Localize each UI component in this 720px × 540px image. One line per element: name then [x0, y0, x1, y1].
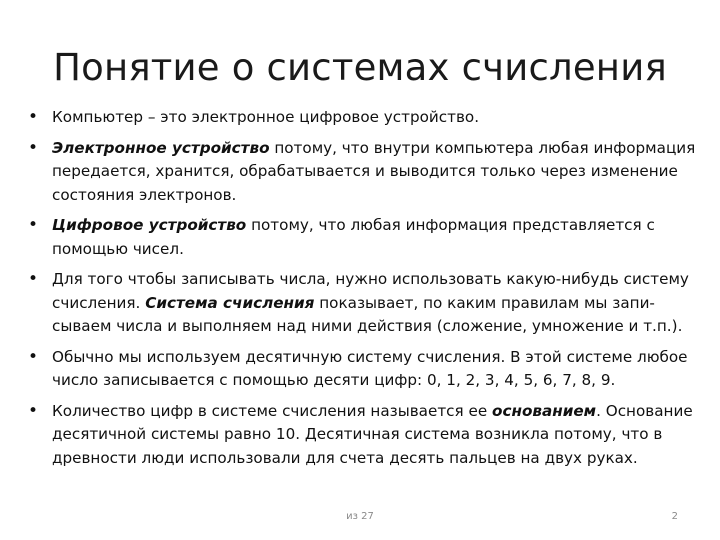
bullet-text: Обычно мы используем десятичную систему счисления. В этой системе любое число записывается с помощью десяти цифр: 0, 1, 2, 3, 4, 5, 6, 7, 8, 9. — [52, 347, 688, 389]
bullet-item — [28, 346, 700, 393]
page-number: 2 — [671, 511, 678, 522]
bullet-text-lead: Для того чтобы записывать числа, нужно использовать какую-нибудь систему счисления. — [52, 270, 689, 312]
bullet-list — [28, 106, 700, 477]
slide-title: Понятие о системах счисления — [53, 46, 667, 89]
bullet-emphasis: основанием — [492, 401, 597, 420]
bullet-emphasis: Цифровое устройство — [52, 216, 247, 234]
bullet-text: . Основание десятичной системы равно 10. Десятичная система возникла потому, что в древности люди использовали для счета десять пальцев на двух руках. — [52, 401, 693, 467]
bullet-text: потому, что любая информация представляется с помощью чисел. — [52, 216, 655, 258]
bullet-text: потому, что внутри компьютера любая информация передается, хранится, обрабатывается и выводится только через изменение состояния электронов. — [52, 138, 696, 204]
bullet-text-lead: Количество цифр в системе счисления называется ее — [52, 401, 493, 420]
bullet-item — [28, 400, 700, 471]
bullet-emphasis: Система счисления — [145, 293, 315, 312]
bullet-text: показывает, по каким правилам мы запи-сываем числа и выполняем над ними действия (сложение, умножение и т.п.). — [52, 293, 683, 335]
bullet-item — [28, 268, 700, 339]
slide-count-footer: из 27 — [346, 511, 374, 522]
bullet-text: Компьютер – это электронное цифровое устройство. — [52, 108, 480, 126]
bullet-emphasis: Электронное устройство — [52, 138, 270, 157]
bullet-item — [28, 137, 700, 208]
bullet-item — [28, 106, 700, 130]
bullet-item — [28, 214, 700, 261]
